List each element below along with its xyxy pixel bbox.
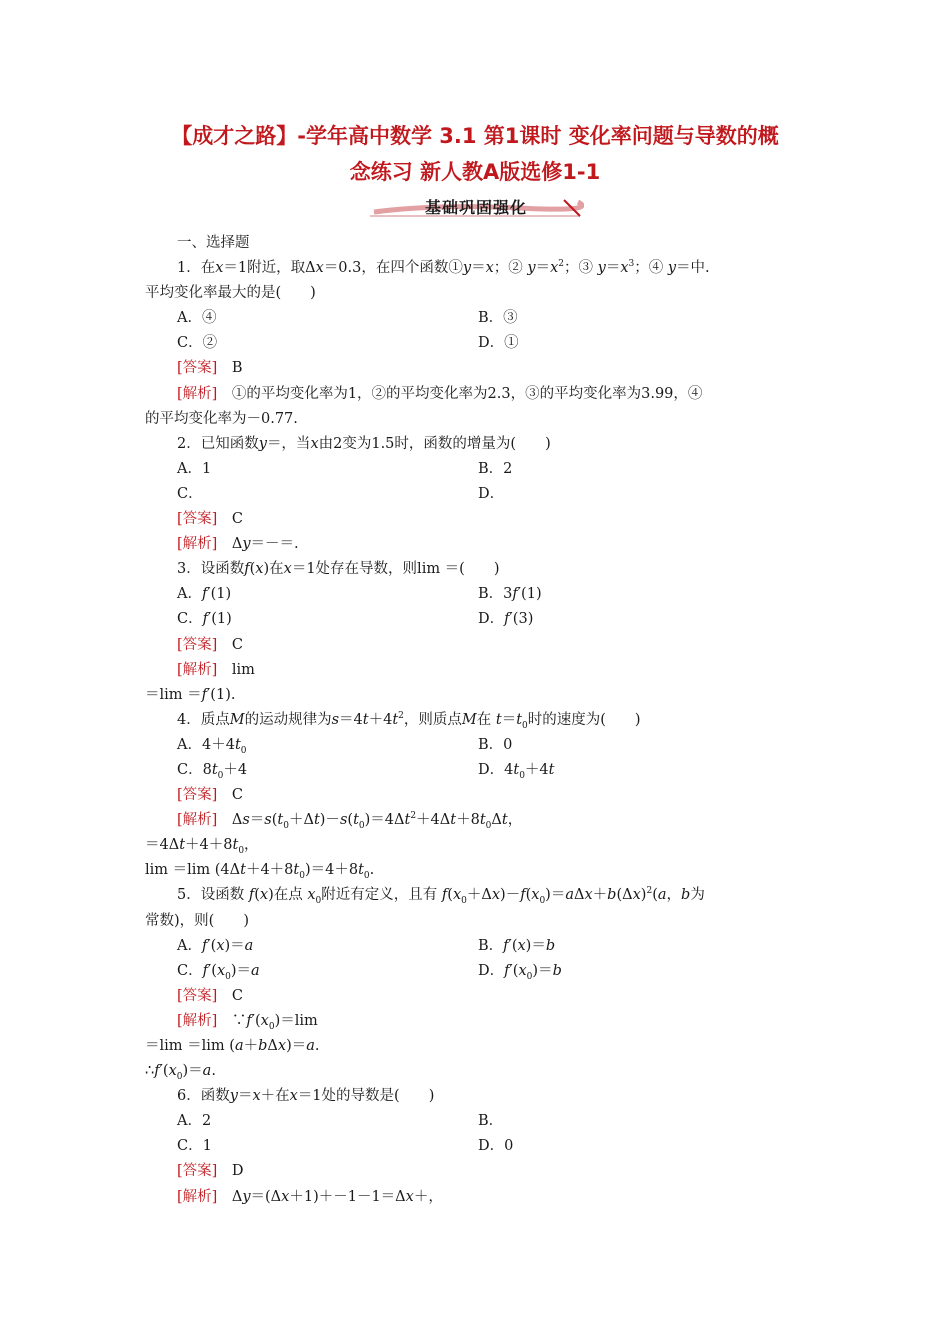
section-heading: 一、选择题 (177, 235, 250, 251)
question-2-stem: 2．已知函数y＝，当x由2变为1.5时，函数的增量为( ) (177, 435, 551, 452)
option-b: B． (478, 1113, 504, 1130)
question-4-options-ab (145, 733, 810, 758)
question-6-options-ab (145, 1109, 810, 1134)
question-5-stem-cont: 常数)，则( ) (145, 912, 249, 929)
question-4-explanation-limit: lim ＝lim $(4\Delta t+4+8t_0)=4+8t_0$. (145, 862, 375, 882)
option-a: A．2 (177, 1113, 212, 1130)
option-c: C．$f'(x_0)=a$ (177, 962, 260, 982)
option-d: D．$f'(x_0)=b$ (478, 962, 562, 982)
title-line-2: 念练习 新人教A版选修1-1 (349, 160, 601, 184)
option-c: C． (177, 485, 203, 502)
question-6-options-cd (145, 1134, 810, 1159)
explanation-label: [解析] (177, 1012, 218, 1029)
answer-label: [答案] (177, 787, 218, 804)
explanation-label: [解析] (177, 1188, 218, 1205)
question-2-options-cd (145, 482, 810, 507)
option-d: D． (478, 485, 505, 502)
question-3-options-ab (145, 582, 810, 607)
question-6-answer: [答案] D (177, 1163, 244, 1180)
option-a: A．f′(1) (177, 586, 232, 603)
option-c: C．② (177, 335, 218, 352)
question-5-options-cd (145, 959, 810, 984)
question-1-options-cd (145, 331, 810, 356)
answer-label: [答案] (177, 360, 218, 377)
option-b: B．f′(x)＝b (478, 937, 556, 954)
question-3-answer: [答案] C (177, 636, 243, 653)
question-1-stem-cont: 平均变化率最大的是( ) (145, 285, 316, 302)
question-6-stem: 6．函数y＝x＋在x＝1处的导数是( ) (177, 1088, 435, 1105)
option-d: D．① (478, 335, 519, 352)
question-6-explanation: [解析] Δy＝(Δx＋1)＋－1－1＝Δx＋， (177, 1188, 443, 1205)
question-5-stem: 5．设函数 f(x)在点 $x_0$附近有定义，且有 $f(x_0+\Delta x)-f(x_0)=a\Delta x+b(\Delta x)^2(a$，b为 (177, 886, 705, 907)
option-a: A．$4+4t_0$ (177, 736, 247, 756)
title-line-1: 【成才之路】-学年高中数学 3.1 第1课时 变化率问题与导数的概 (171, 124, 779, 148)
question-2-options-ab (145, 457, 810, 482)
banner-label: 基础巩固强化 (424, 198, 527, 217)
answer-label: [答案] (177, 987, 218, 1004)
option-c: C．f′(1) (177, 611, 232, 628)
question-3-explanation-cont: ＝lim ＝f′(1). (145, 686, 236, 703)
question-1-options-ab (145, 306, 810, 331)
question-1-stem: 1．在x＝1附近，取Δx＝0.3，在四个函数①y＝x；② $y=x^2$；③ $y=x^3$；④ y＝中. (177, 259, 710, 277)
question-3-options-cd (145, 607, 810, 632)
question-5-explanation-conclusion: $\therefore f'(x_0)=a$. (145, 1063, 216, 1082)
question-1-answer: [答案] B (177, 360, 243, 377)
option-a: A．f′(x)＝a (177, 937, 254, 954)
answer-label: [答案] (177, 1163, 218, 1180)
question-2-answer: [答案] C (177, 511, 243, 528)
question-4-explanation: [解析] $\Delta s=s(t_0+\Delta t)-s(t_0)=4\Delta t^2+4\Delta t+8t_0\Delta t$， (177, 811, 523, 832)
section-banner (368, 196, 584, 222)
question-4-stem: 4．质点M的运动规律为$s=4t+4t^2$，则质点M在 $t=t_0$时的速度为( ) (177, 710, 641, 731)
question-2-explanation: [解析] Δy＝－＝. (177, 536, 299, 553)
explanation-label: [解析] (177, 812, 218, 829)
option-c: C．$8t_0+4$ (177, 761, 248, 781)
question-5-explanation-cont: ＝lim ＝lim (a＋bΔx)＝a. (145, 1038, 320, 1054)
explanation-label: [解析] (177, 536, 218, 553)
question-4-options-cd (145, 758, 810, 783)
option-d: D．$4t_0+4t$ (478, 761, 555, 781)
option-b: B．0 (478, 736, 513, 753)
answer-label: [答案] (177, 511, 218, 528)
answer-label: [答案] (177, 636, 218, 653)
question-5-explanation: [解析] $\because f'(x_0)=\lim$ (177, 1012, 318, 1032)
option-b: B．3f′(1) (478, 586, 542, 603)
question-1-explanation-cont: 的平均变化率为－0.77. (145, 410, 298, 427)
question-4-explanation-cont: $=4\Delta t+4+8t_0$， (145, 837, 259, 857)
option-c: C．1 (177, 1138, 212, 1155)
question-1-explanation: [解析] ①的平均变化率为1，②的平均变化率为2.3，③的平均变化率为3.99，④ (177, 385, 703, 402)
question-5-answer: [答案] C (177, 987, 243, 1004)
option-d: D．0 (478, 1138, 514, 1155)
option-d: D．f′(3) (478, 611, 534, 628)
question-3-explanation: [解析] lim (177, 661, 255, 678)
question-5-options-ab (145, 934, 810, 959)
explanation-label: [解析] (177, 661, 218, 678)
option-b: B．③ (478, 310, 518, 327)
option-a: A．④ (177, 310, 217, 327)
option-b: B．2 (478, 460, 513, 477)
exercise-content (145, 231, 810, 1210)
question-3-stem: 3．设函数f(x)在x＝1处存在导数，则lim ＝( ) (177, 561, 500, 578)
question-4-answer: [答案] C (177, 787, 243, 804)
option-a: A．1 (177, 460, 212, 477)
document-title (120, 118, 830, 190)
explanation-label: [解析] (177, 385, 218, 402)
